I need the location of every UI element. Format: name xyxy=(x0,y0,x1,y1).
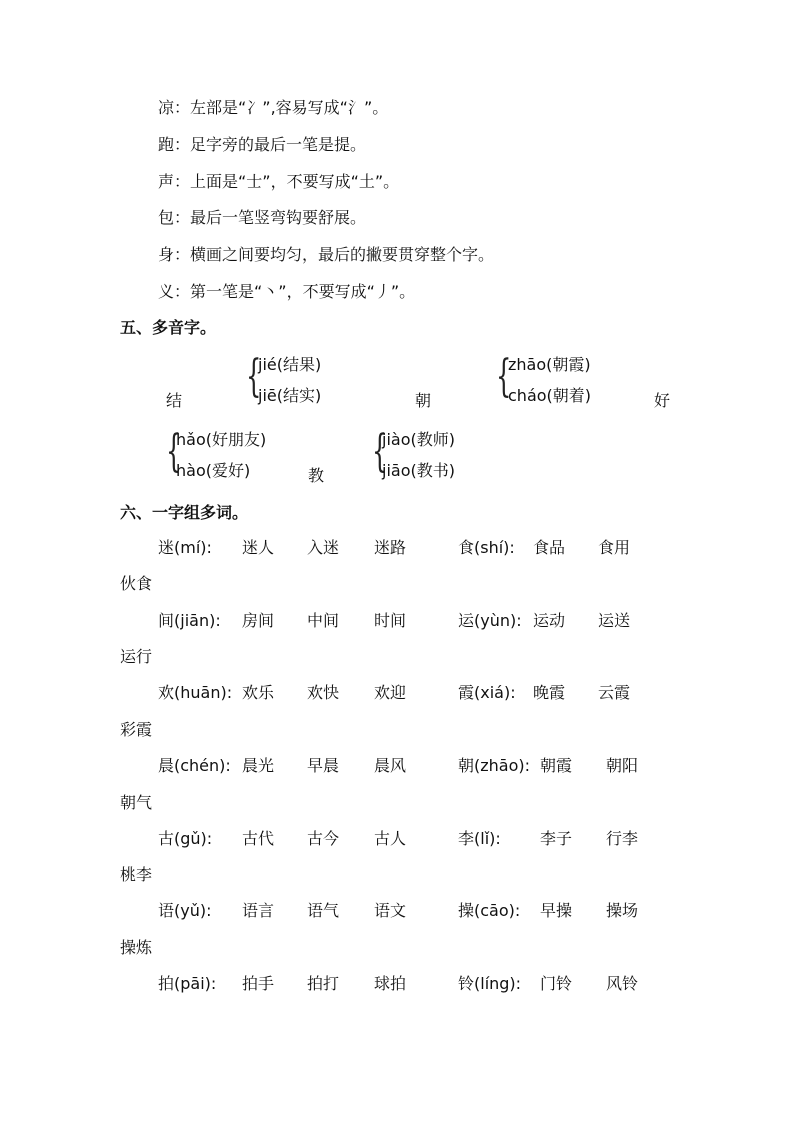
word: 朝霞 xyxy=(540,756,573,775)
note-char: 义 xyxy=(158,282,175,301)
word: 房间 xyxy=(242,611,275,630)
brace-icon: { xyxy=(246,351,262,402)
word: 早操 xyxy=(540,901,573,920)
word: 晨光 xyxy=(242,756,275,775)
word: 中间 xyxy=(307,611,340,630)
entry-head: 李(lǐ): xyxy=(458,829,501,848)
note-char: 凉 xyxy=(158,98,175,117)
polyphonic-char: 朝 xyxy=(415,391,432,410)
word: 风铃 xyxy=(606,974,639,993)
entry-head: 间(jiān): xyxy=(158,611,221,630)
reading: jiào(教师) xyxy=(382,430,455,449)
reading: jié(结果) xyxy=(258,355,322,374)
reading: jiē(结实) xyxy=(258,386,322,405)
entry-head: 古(gǔ): xyxy=(158,829,213,848)
entry-head: 欢(huān): xyxy=(158,683,233,702)
brace-icon: { xyxy=(372,426,388,477)
word: 时间 xyxy=(374,611,407,630)
word-wrapped: 朝气 xyxy=(120,793,153,812)
word: 李子 xyxy=(540,829,573,848)
reading: cháo(朝着) xyxy=(508,386,592,405)
word: 语气 xyxy=(307,901,340,920)
note-item xyxy=(158,172,399,192)
note-char: 身 xyxy=(158,245,175,264)
word: 晚霞 xyxy=(533,683,566,702)
word: 欢迎 xyxy=(374,683,407,702)
entry-head: 晨(chén): xyxy=(158,756,231,775)
brace-icon: { xyxy=(496,351,512,402)
note-char: 跑 xyxy=(158,135,175,154)
entry-head: 操(cāo): xyxy=(458,901,521,920)
entry-head: 霞(xiá): xyxy=(458,683,516,702)
word: 运送 xyxy=(598,611,631,630)
note-text: ：上面是“士”，不要写成“土”。 xyxy=(174,172,400,191)
reading: jiāo(教书) xyxy=(382,461,455,480)
word-wrapped: 伙食 xyxy=(120,574,153,593)
reading: hào(爱好) xyxy=(176,461,251,480)
word: 操场 xyxy=(606,901,639,920)
note-text: ：横画之间要均匀，最后的撇要贯穿整个字。 xyxy=(174,245,495,264)
word: 拍手 xyxy=(242,974,275,993)
word: 迷路 xyxy=(374,538,407,557)
entry-head: 朝(zhāo): xyxy=(458,756,531,775)
word: 食用 xyxy=(598,538,631,557)
word: 晨风 xyxy=(374,756,407,775)
word-wrapped: 操炼 xyxy=(120,938,153,957)
note-item xyxy=(158,208,366,228)
entry-head: 拍(pāi): xyxy=(158,974,217,993)
note-char: 声 xyxy=(158,172,175,191)
word: 运动 xyxy=(533,611,566,630)
entry-head: 运(yùn): xyxy=(458,611,522,630)
word: 古人 xyxy=(374,829,407,848)
note-text: ：最后一笔竖弯钩要舒展。 xyxy=(174,208,367,227)
note-text: ：足字旁的最后一笔是提。 xyxy=(174,135,367,154)
polyphonic-char: 结 xyxy=(166,391,183,410)
word: 入迷 xyxy=(307,538,340,557)
note-item xyxy=(158,98,388,118)
word: 古今 xyxy=(307,829,340,848)
entry-head: 迷(mí): xyxy=(158,538,212,557)
word: 门铃 xyxy=(540,974,573,993)
word: 行李 xyxy=(606,829,639,848)
note-char: 包 xyxy=(158,208,175,227)
word: 欢快 xyxy=(307,683,340,702)
word: 语言 xyxy=(242,901,275,920)
word: 迷人 xyxy=(242,538,275,557)
word: 欢乐 xyxy=(242,683,275,702)
word-wrapped: 桃李 xyxy=(120,865,153,884)
reading: hǎo(好朋友) xyxy=(176,430,267,449)
section-title: 五、多音字。 xyxy=(120,318,217,337)
brace-icon: { xyxy=(166,426,182,477)
note-item xyxy=(158,245,494,265)
entry-head: 语(yǔ): xyxy=(158,901,212,920)
entry-head: 食(shí): xyxy=(458,538,515,557)
word: 古代 xyxy=(242,829,275,848)
note-item xyxy=(158,282,415,302)
polyphonic-char: 好 xyxy=(654,391,671,410)
entry-head: 铃(líng): xyxy=(458,974,522,993)
note-item xyxy=(158,135,366,155)
word: 球拍 xyxy=(374,974,407,993)
word: 食品 xyxy=(533,538,566,557)
word: 语文 xyxy=(374,901,407,920)
note-text: ：第一笔是“丶”，不要写成“丿”。 xyxy=(174,282,416,301)
word: 朝阳 xyxy=(606,756,639,775)
reading: zhāo(朝霞) xyxy=(508,355,591,374)
word: 拍打 xyxy=(307,974,340,993)
polyphonic-char: 教 xyxy=(308,466,325,485)
word: 早晨 xyxy=(307,756,340,775)
word: 云霞 xyxy=(598,683,631,702)
section-title: 六、一字组多词。 xyxy=(120,503,249,522)
note-text: ：左部是“冫”,容易写成“氵”。 xyxy=(174,98,389,117)
word-wrapped: 彩霞 xyxy=(120,720,153,739)
word-wrapped: 运行 xyxy=(120,647,153,666)
